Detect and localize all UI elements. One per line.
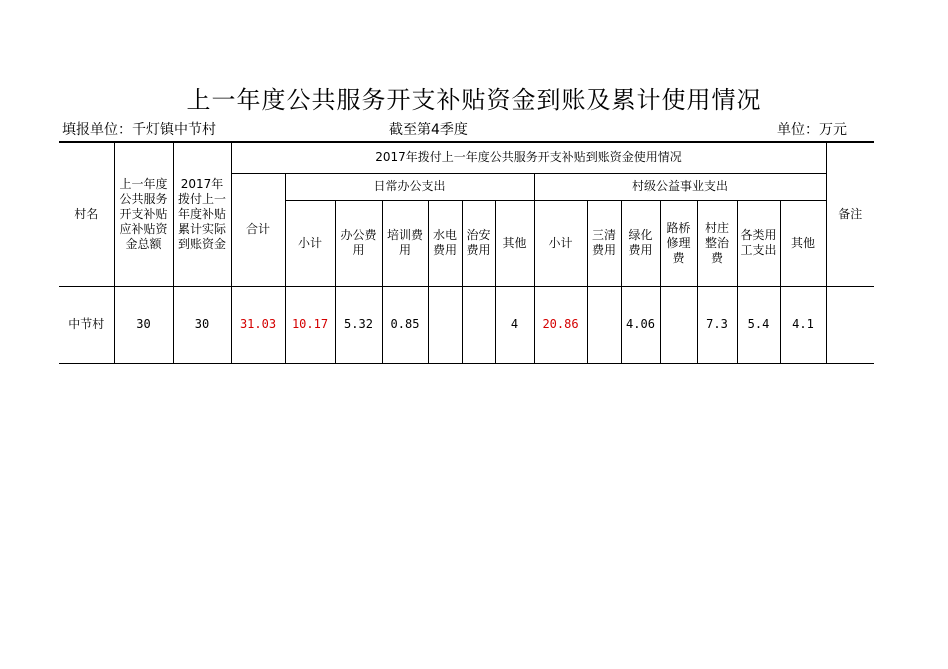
header-village-renovation: 村庄整治费 [697,200,737,286]
page-title: 上一年度公共服务开支补贴资金到账及累计使用情况 [186,86,762,114]
cell-village-renovation: 7.3 [697,286,737,363]
cell-received: 30 [173,286,231,363]
header-public-group: 村级公益事业支出 [534,173,826,200]
header-row-1 [59,142,874,173]
header-cleaning: 三清费用 [587,200,621,286]
header-office: 办公费用 [335,200,382,286]
header-total: 合计 [231,173,285,286]
cell-public-subtotal: 20.86 [534,286,587,363]
usage-table [59,141,874,364]
cell-entitled-total: 30 [114,286,173,363]
cell-public-other: 4.1 [780,286,826,363]
header-greening: 绿化费用 [621,200,660,286]
header-training: 培训费用 [382,200,428,286]
cell-village: 中节村 [59,286,114,363]
header-daily-group: 日常办公支出 [285,173,534,200]
cell-total: 31.03 [231,286,285,363]
header-public-other: 其他 [780,200,826,286]
cell-greening: 4.06 [621,286,660,363]
header-received: 2017年拨付上一年度补贴累计实际到账资金 [173,142,231,286]
reporting-unit: 填报单位：千灯镇中节村 [62,122,216,138]
cell-training: 0.85 [382,286,428,363]
reporting-period: 截至第4季度 [389,122,468,138]
header-remarks: 备注 [826,142,874,286]
header-village: 村名 [59,142,114,286]
header-security: 治安费用 [462,200,495,286]
cell-labor: 5.4 [737,286,780,363]
cell-security [462,286,495,363]
header-daily-subtotal: 小计 [285,200,335,286]
currency-unit: 单位：万元 [777,122,847,138]
header-usage-group: 2017年拨付上一年度公共服务开支补贴到账资金使用情况 [231,142,826,173]
header-utilities: 水电费用 [428,200,462,286]
cell-utilities [428,286,462,363]
cell-daily-other: 4 [495,286,534,363]
header-public-subtotal: 小计 [534,200,587,286]
data-row [59,286,874,363]
cell-road-bridge [660,286,697,363]
cell-daily-subtotal: 10.17 [285,286,335,363]
cell-cleaning [587,286,621,363]
header-road-bridge: 路桥修理费 [660,200,697,286]
cell-remarks [826,286,874,363]
header-entitled-total: 上一年度公共服务开支补贴应补贴资金总额 [114,142,173,286]
header-daily-other: 其他 [495,200,534,286]
header-labor: 各类用工支出 [737,200,780,286]
cell-office: 5.32 [335,286,382,363]
